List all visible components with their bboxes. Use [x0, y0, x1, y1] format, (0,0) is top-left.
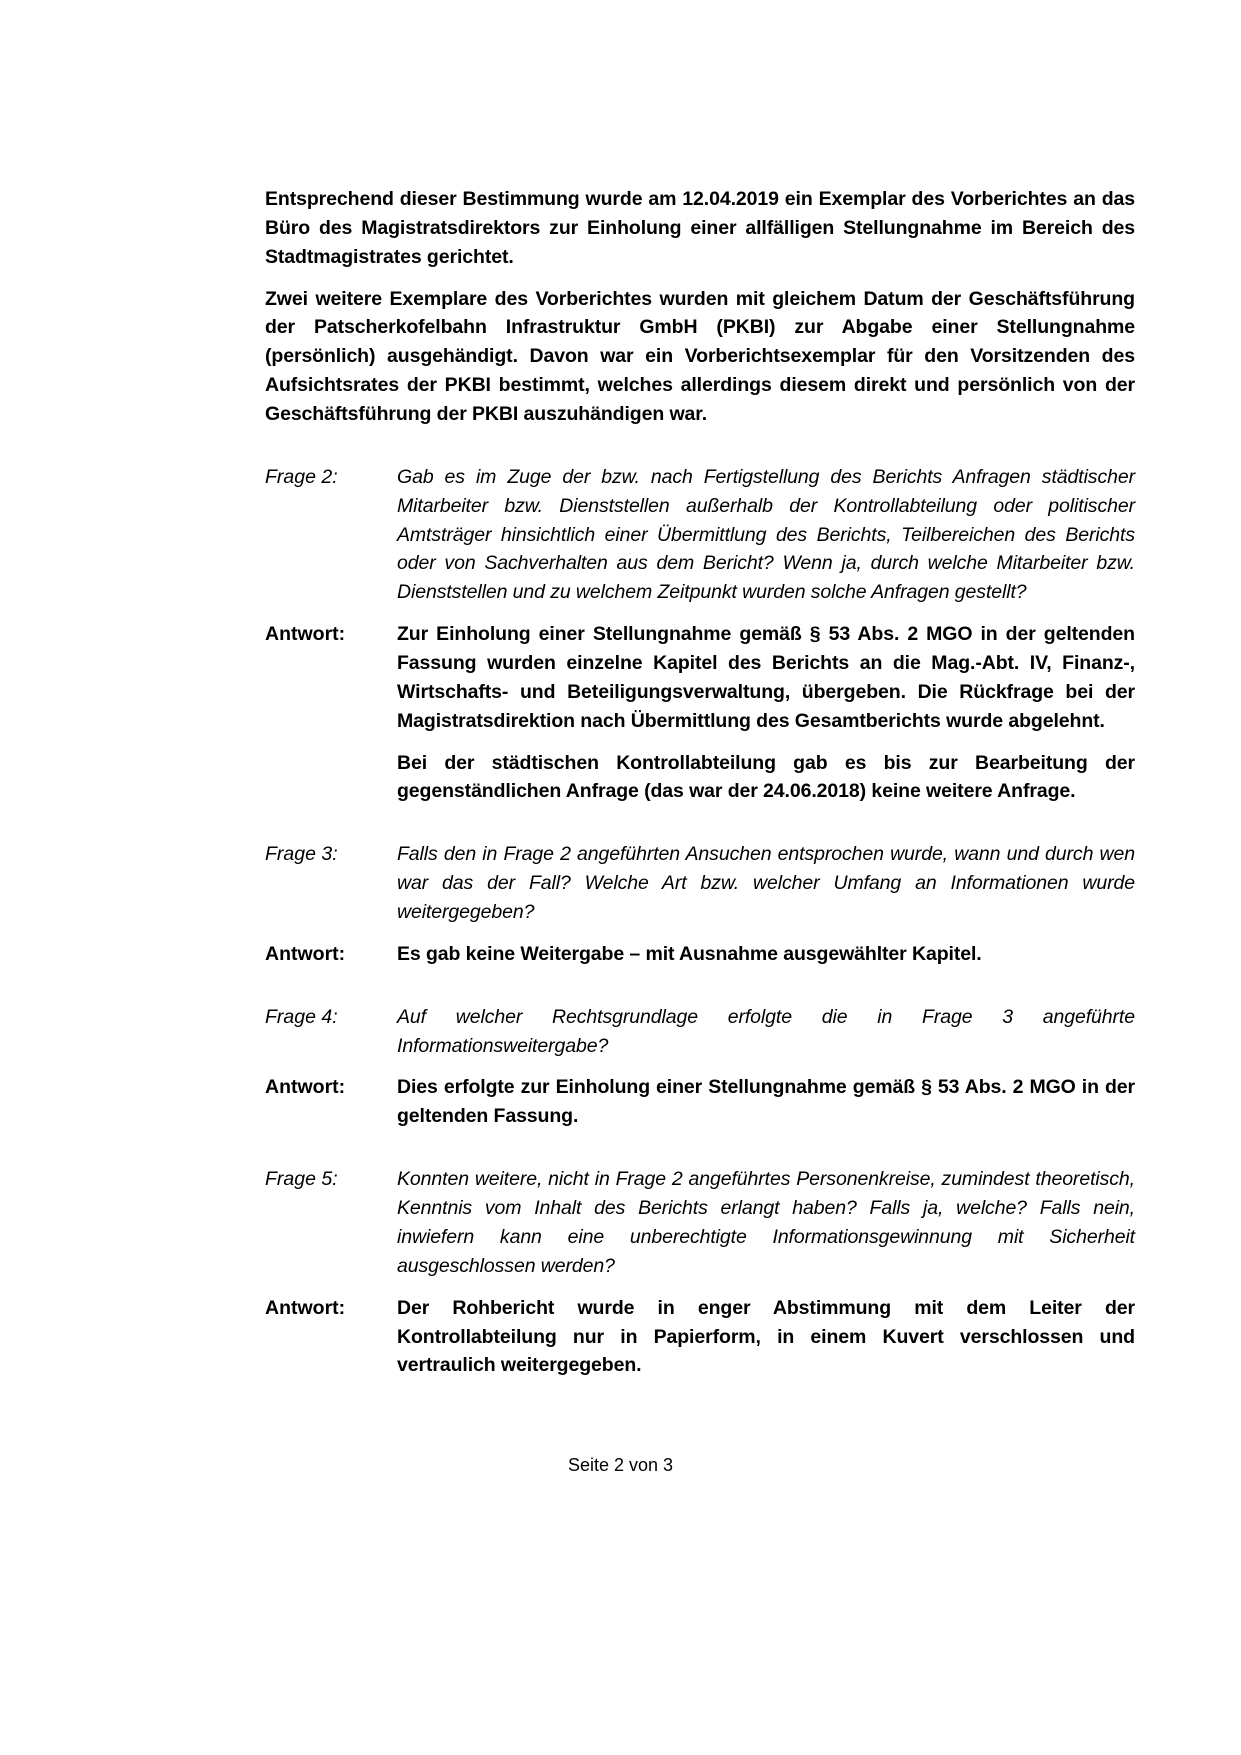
- question-block-2: [265, 463, 1135, 607]
- question-text-4: [397, 1003, 1135, 1061]
- question-text-2: [397, 463, 1135, 607]
- question-label-4: Frage 4:: [265, 1005, 338, 1028]
- answer-paragraph: Dies erfolgte zur Einholung einer Stellungnahme gemäß § 53 Abs. 2 MGO in der geltenden Fassung.: [397, 1076, 1135, 1128]
- question-label-5: Frage 5:: [265, 1168, 338, 1191]
- question-paragraph: Konnten weitere, nicht in Frage 2 angeführtes Personenkreise, zumindest theoretisch, Kenntnis vom Inhalt des Berichts erlangt haben? Falls ja, welche? Falls nein, inwiefern kann eine unberechtigte Informationsgewinnung mit Sicherheit ausgeschlossen werden?: [397, 1168, 1135, 1277]
- answer-label-2: Antwort:: [265, 623, 346, 646]
- answer-paragraph: Es gab keine Weitergabe – mit Ausnahme ausgewählter Kapitel.: [397, 942, 982, 965]
- answer-block-3: [265, 940, 1135, 969]
- question-block-4: [265, 1003, 1135, 1061]
- question-label-3: Frage 3:: [265, 843, 338, 866]
- intro-paragraph-1: Entsprechend dieser Bestimmung wurde am 12.04.2019 ein Exemplar des Vorberichtes an das Büro des Magistratsdirektors zur Einholung einer allfälligen Stellungnahme im Bereich des Stadtmagistrates gerichtet.: [265, 188, 1135, 268]
- page-footer: Seite 2 von 3: [567, 1455, 674, 1475]
- intro-paragraph-2: Zwei weitere Exemplare des Vorberichtes wurden mit gleichem Datum der Geschäftsführung der Patscherkofelbahn Infrastruktur GmbH (PKBI) zur Abgabe einer Stellungnahme (persönlich) ausgehändigt. Davon war ein Vorberichtsexemplar für den Vorsitzenden des Aufsichtsrates der PKBI bestimmt, welches allerdings diesem direkt und persönlich von der Geschäftsführung der PKBI auszuhändigen war.: [265, 287, 1135, 426]
- answer-paragraph: Bei der städtischen Kontrollabteilung gab es bis zur Bearbeitung der gegenständlichen Anfrage (das war der 24.06.2018) keine weitere Anfrage.: [397, 751, 1135, 803]
- answer-block-2: [265, 620, 1135, 806]
- answer-label-4: Antwort:: [265, 1076, 346, 1099]
- question-label-2: Frage 2:: [265, 465, 338, 488]
- question-paragraph: Falls den in Frage 2 angeführten Ansuchen entsprochen wurde, wann und durch wen war das der Fall? Welche Art bzw. welcher Umfang an Informationen wurde weitergegeben?: [397, 843, 1135, 924]
- page-content: [265, 185, 1135, 1380]
- question-block-3: [265, 840, 1135, 927]
- answer-text-5: [397, 1294, 1135, 1381]
- question-text-3: [397, 840, 1135, 927]
- answer-label-3: Antwort:: [265, 942, 346, 965]
- answer-block-4: [265, 1073, 1135, 1131]
- answer-text-4: [397, 1073, 1135, 1131]
- question-paragraph: Gab es im Zuge der bzw. nach Fertigstellung des Berichts Anfragen städtischer Mitarbeiter bzw. Dienststellen außerhalb der Kontrollabteilung oder politischer Amtsträger hinsichtlich einer Übermittlung des Berichts, Teilbereichen des Berichts oder von Sachverhalten aus dem Bericht? Wenn ja, durch welche Mitarbeiter bzw. Dienststellen und zu welchem Zeitpunkt wurden solche Anfragen gestellt?: [397, 465, 1135, 604]
- question-text-5: [397, 1165, 1135, 1280]
- answer-text-2: [397, 620, 1135, 806]
- question-block-5: [265, 1165, 1135, 1280]
- answer-label-5: Antwort:: [265, 1296, 346, 1319]
- answer-text-3: [397, 940, 1135, 969]
- answer-paragraph: Der Rohbericht wurde in enger Abstimmung mit dem Leiter der Kontrollabteilung nur in Papierform, in einem Kuvert verschlossen und vertraulich weitergegeben.: [397, 1296, 1135, 1377]
- answer-paragraph: Zur Einholung einer Stellungnahme gemäß § 53 Abs. 2 MGO in der geltenden Fassung wurden einzelne Kapitel des Berichts an die Mag.-Abt. IV, Finanz-, Wirtschafts- und Beteiligungsverwaltung, übergeben. Die Rückfrage bei der Magistratsdirektion nach Übermittlung des Gesamtberichts wurde abgelehnt.: [397, 623, 1135, 732]
- question-paragraph: Auf welcher Rechtsgrundlage erfolgte die in Frage 3 angeführte Informationsweitergabe?: [397, 1005, 1135, 1057]
- answer-block-5: [265, 1294, 1135, 1381]
